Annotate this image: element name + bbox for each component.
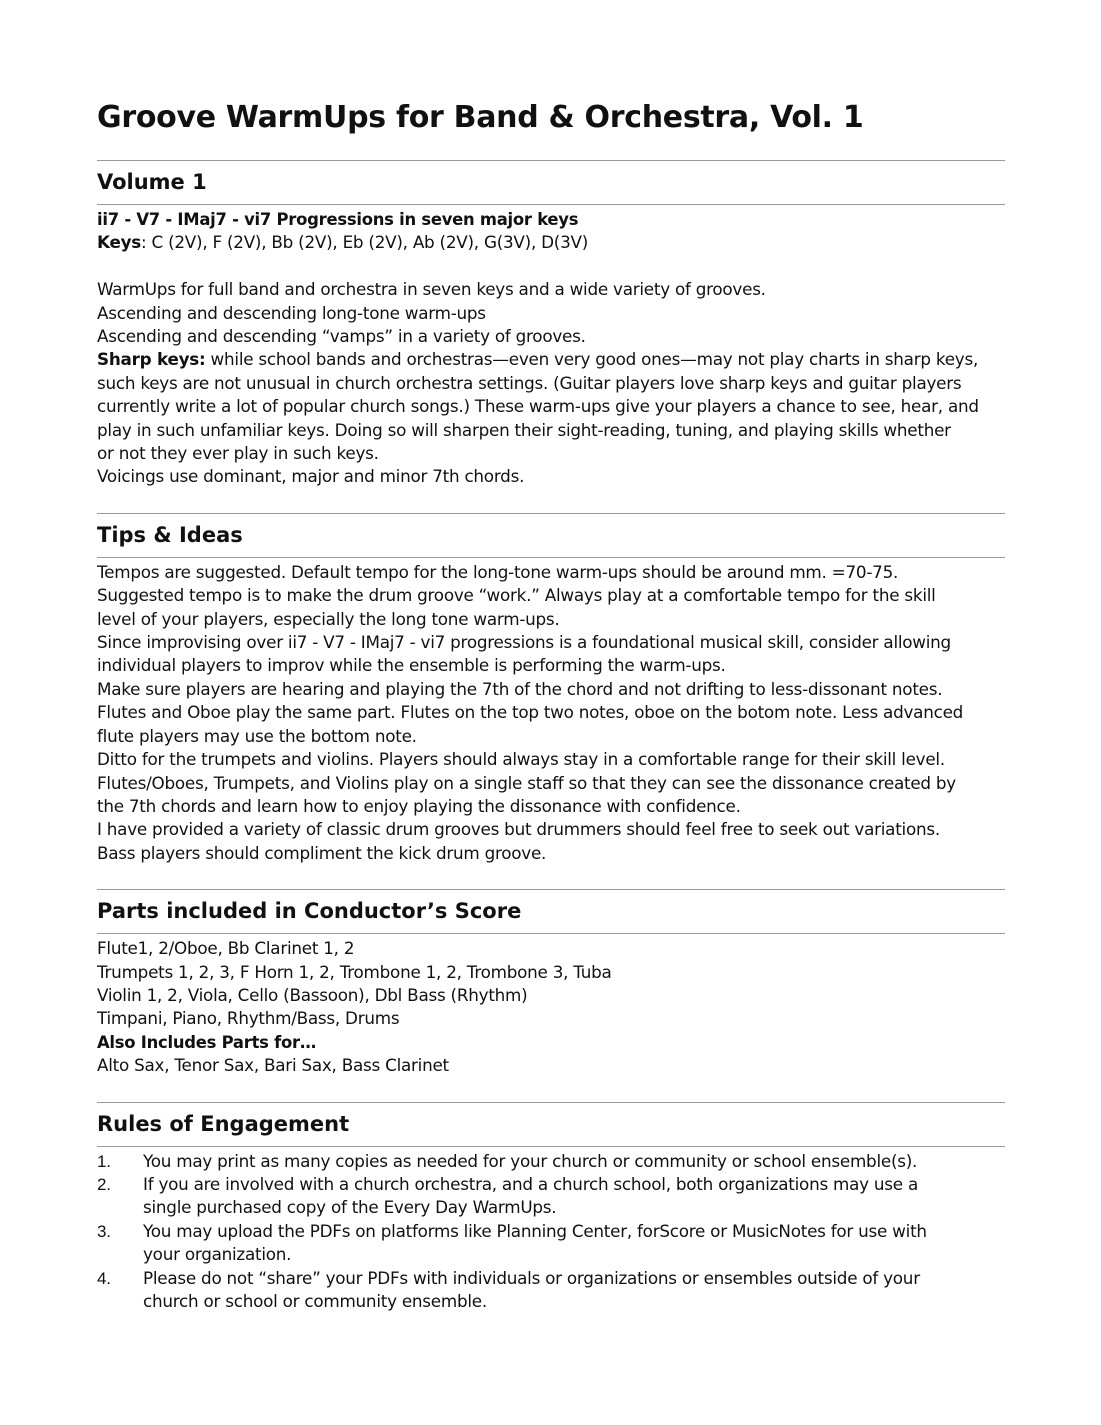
tips-section-body	[97, 561, 1005, 865]
sharp-keys-line: play in such unfamiliar keys. Doing so will sharpen their sight-reading, tuning, and playing skills whether	[97, 419, 951, 440]
rule-text: your organization.	[143, 1244, 292, 1265]
rule-text: Please do not “share” your PDFs with individuals or organizations or ensembles outside of your	[143, 1267, 920, 1288]
sharp-keys-line	[97, 348, 1005, 371]
section-heading-parts: Parts included in Conductor’s Score	[97, 899, 522, 924]
progressions-subheading: ii7 - V7 - IMaj7 - vi7 Progressions in seven major keys	[97, 210, 579, 229]
also-includes-label: Also Includes Parts for…	[97, 1032, 316, 1052]
rule-text: You may upload the PDFs on platforms like Planning Center, forScore or MusicNotes for use with	[143, 1220, 927, 1241]
rule-text: If you are involved with a church orchestra, and a church school, both organizations may use a	[143, 1173, 918, 1194]
tips-line: Bass players should compliment the kick drum groove.	[97, 842, 547, 863]
rule-number: 1.	[97, 1151, 111, 1171]
divider	[97, 933, 1005, 934]
rules-section-body	[97, 1150, 1005, 1314]
parts-line: Flute1, 2/Oboe, Bb Clarinet 1, 2	[97, 938, 355, 959]
parts-section-body	[97, 937, 1005, 1077]
rule-item	[97, 1150, 1005, 1173]
tips-line: Suggested tempo is to make the drum groove “work.” Always play at a comfortable tempo for the skill	[97, 585, 936, 606]
tips-line: Flutes/Oboes, Trumpets, and Violins play on a single staff so that they can see the dissonance created by	[97, 772, 956, 793]
divider	[97, 1146, 1005, 1147]
document-title: Groove WarmUps for Band & Orchestra, Vol. 1	[97, 100, 864, 135]
keys-value: : C (2V), F (2V), Bb (2V), Eb (2V), Ab (2V), G(3V), D(3V)	[141, 232, 589, 253]
section-heading-volume: Volume 1	[97, 170, 207, 194]
tips-line: I have provided a variety of classic drum grooves but drummers should feel free to seek out variations.	[97, 819, 940, 840]
rule-text: single purchased copy of the Every Day WarmUps.	[143, 1197, 557, 1218]
rule-item	[97, 1220, 1005, 1267]
rule-item	[97, 1267, 1005, 1314]
divider	[97, 204, 1005, 205]
section-heading-rules: Rules of Engagement	[97, 1111, 350, 1136]
tips-line: flute players may use the bottom note.	[97, 725, 417, 746]
volume-line: Ascending and descending long-tone warm-ups	[97, 302, 486, 323]
sharp-keys-label: Sharp keys:	[97, 349, 206, 370]
divider	[97, 557, 1005, 558]
tips-line: Ditto for the trumpets and violins. Players should always stay in a comfortable range for their skill level.	[97, 749, 945, 770]
sharp-keys-text: while school bands and orchestras—even very good ones—may not play charts in sharp keys,	[205, 349, 979, 370]
voicings-line: Voicings use dominant, major and minor 7th chords.	[97, 466, 525, 487]
parts-line: Violin 1, 2, Viola, Cello (Bassoon), Dbl Bass (Rhythm)	[97, 984, 528, 1005]
parts-line: Timpani, Piano, Rhythm/Bass, Drums	[97, 1008, 400, 1029]
volume-section-body	[97, 208, 1005, 489]
sharp-keys-line: or not they ever play in such keys.	[97, 443, 379, 464]
tips-line: the 7th chords and learn how to enjoy playing the dissonance with confidence.	[97, 795, 741, 816]
tips-line: Since improvising over ii7 - V7 - IMaj7 - vi7 progressions is a foundational musical skill, consider allowing	[97, 632, 951, 653]
sharp-keys-line: currently write a lot of popular church songs.) These warm-ups give your players a chance to see, hear, and	[97, 396, 979, 417]
tips-line: level of your players, especially the long tone warm-ups.	[97, 608, 560, 629]
rule-number: 4.	[97, 1268, 111, 1288]
tips-line: Make sure players are hearing and playing the 7th of the chord and not drifting to less-dissonant notes.	[97, 678, 943, 699]
keys-label: Keys	[97, 232, 142, 253]
rule-number: 3.	[97, 1221, 111, 1241]
rule-text: You may print as many copies as needed for your church or community or school ensemble(s).	[143, 1150, 918, 1171]
sharp-keys-line: such keys are not unusual in church orchestra settings. (Guitar players love sharp keys and guitar players	[97, 372, 962, 393]
rule-text: church or school or community ensemble.	[143, 1291, 487, 1312]
also-includes-line: Alto Sax, Tenor Sax, Bari Sax, Bass Clarinet	[97, 1055, 449, 1076]
rule-item	[97, 1173, 1005, 1220]
document-page	[97, 96, 1005, 1313]
parts-line: Trumpets 1, 2, 3, F Horn 1, 2, Trombone 1, 2, Trombone 3, Tuba	[97, 961, 612, 982]
keys-line	[97, 231, 1005, 254]
tips-line: Tempos are suggested. Default tempo for the long-tone warm-ups should be around mm. =70-75.	[97, 561, 899, 582]
tips-line: Flutes and Oboe play the same part. Flutes on the top two notes, oboe on the botom note. Less advanced	[97, 702, 964, 723]
rules-list	[97, 1150, 1005, 1314]
section-heading-tips: Tips & Ideas	[97, 522, 243, 547]
volume-line: WarmUps for full band and orchestra in seven keys and a wide variety of grooves.	[97, 279, 766, 300]
volume-line: Ascending and descending “vamps” in a variety of grooves.	[97, 326, 586, 347]
tips-line: individual players to improv while the ensemble is performing the warm-ups.	[97, 655, 726, 676]
rule-number: 2.	[97, 1174, 111, 1194]
spacer	[97, 255, 1005, 278]
